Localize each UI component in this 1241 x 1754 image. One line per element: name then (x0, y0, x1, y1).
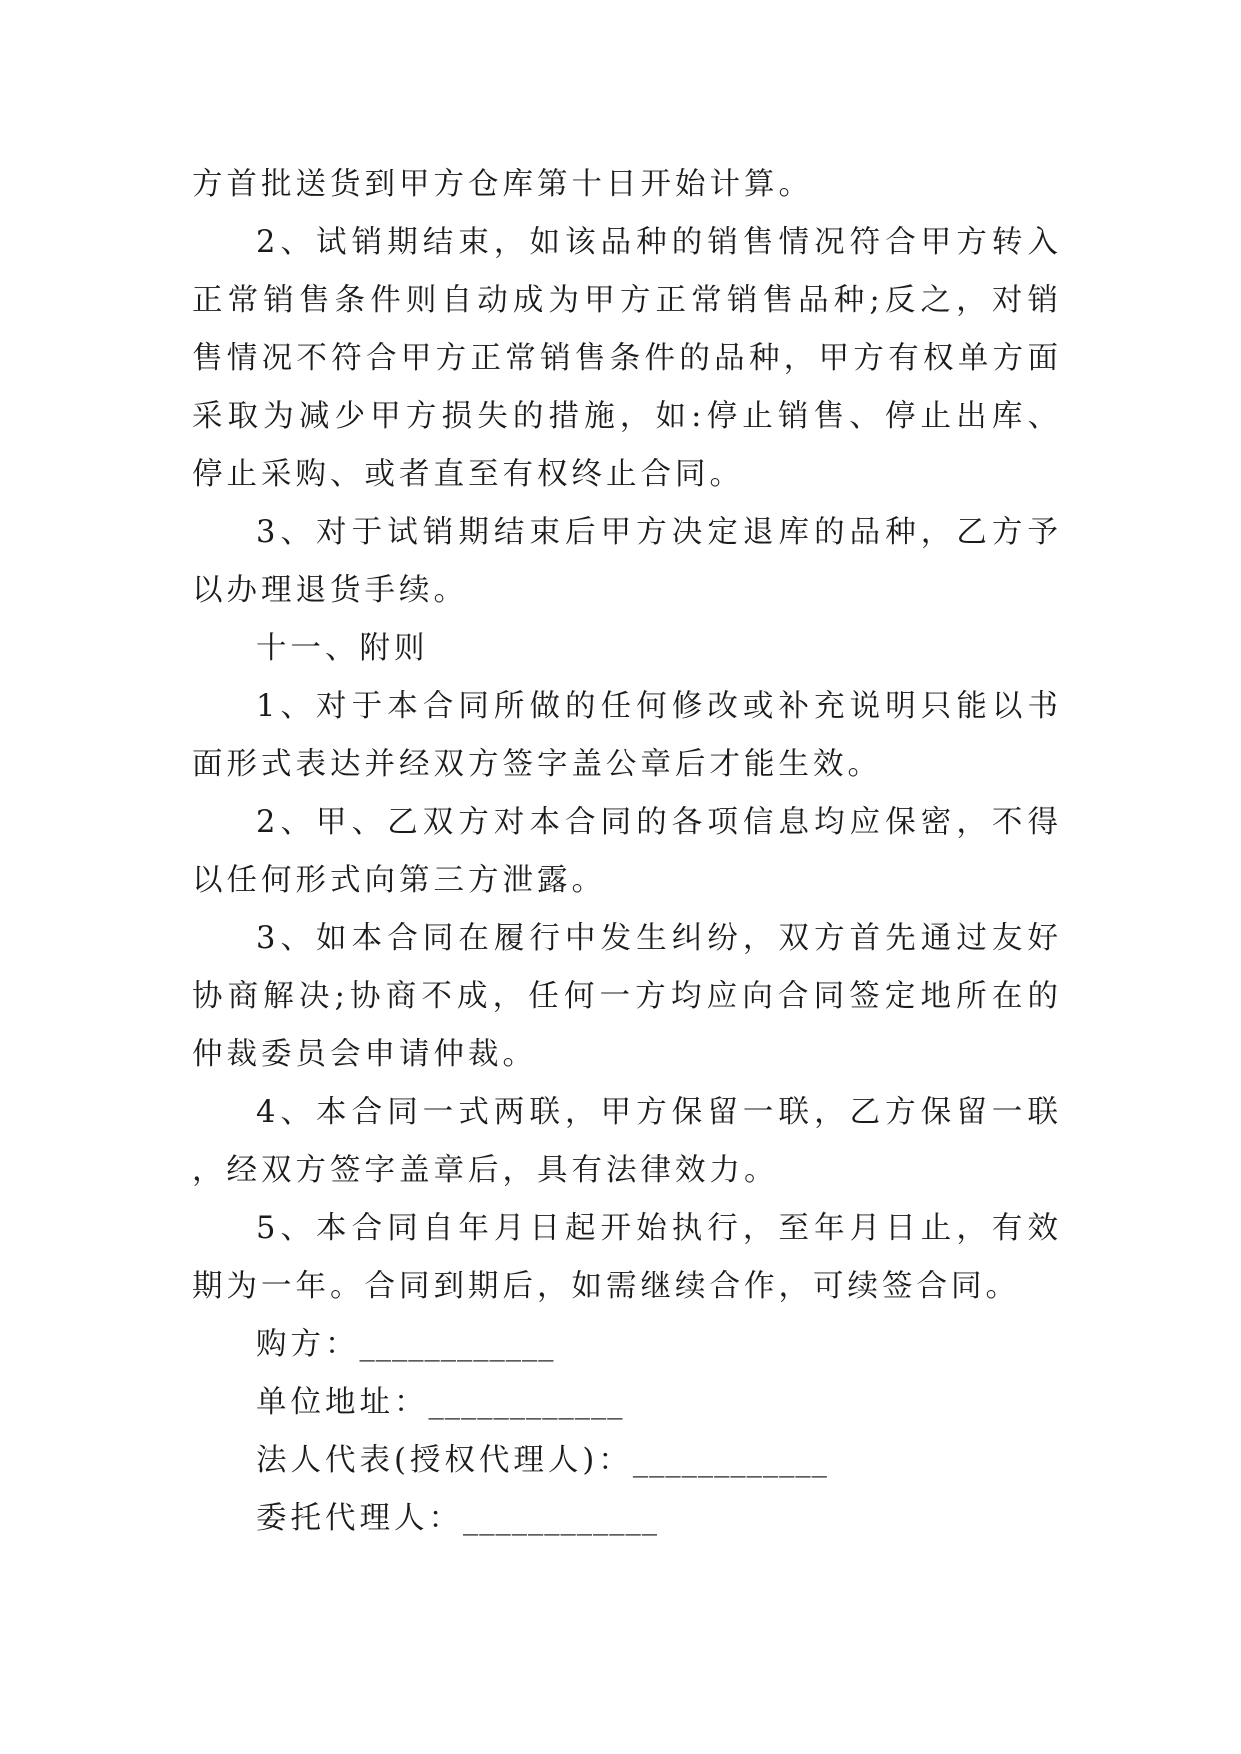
legal-rep-label: 法人代表(授权代理人)： (256, 1443, 633, 1478)
paragraph-continuation: 方首批送货到甲方仓库第十日开始计算。 (192, 167, 813, 202)
paragraph-amendments: 1、对于本合同所做的任何修改或补充说明只能以书面形式表达并经双方签字盖公章后才能生效。 (192, 689, 1062, 782)
paragraph-term: 5、本合同自年月日起开始执行，至年月日止，有效期为一年。合同到期后，如需继续合作，可续签合同。 (192, 1211, 1062, 1304)
agent-label: 委托代理人： (256, 1501, 463, 1536)
paragraph-return-goods: 3、对于试销期结束后甲方决定退库的品种，乙方予以办理退货手续。 (192, 515, 1062, 608)
address-signature-line (192, 1374, 1062, 1432)
agent-blank: ____________ (463, 1501, 658, 1536)
paragraph-copies: 4、本合同一式两联，甲方保留一联，乙方保留一联，经双方签字盖章后，具有法律效力。 (192, 1095, 1062, 1188)
buyer-blank: ____________ (359, 1327, 555, 1362)
paragraph-trial-end: 2、试销期结束，如该品种的销售情况符合甲方转入正常销售条件则自动成为甲方正常销售品种;反之，对销售情况不符合甲方正常销售条件的品种，甲方有权单方面采取为减少甲方损失的措施，如:停止销售、停止出库、停止采购、或者直至有权终止合同。 (192, 225, 1062, 492)
contract-body (192, 156, 1062, 1548)
paragraph-disputes: 3、如本合同在履行中发生纠纷，双方首先通过友好协商解决;协商不成，任何一方均应向合同签定地所在的仲裁委员会申请仲裁。 (192, 921, 1062, 1072)
legal-rep-blank: ____________ (632, 1443, 828, 1478)
address-label: 单位地址： (256, 1385, 429, 1420)
agent-signature-line (192, 1490, 1062, 1548)
paragraph-confidentiality: 2、甲、乙双方对本合同的各项信息均应保密，不得以任何形式向第三方泄露。 (192, 805, 1062, 898)
legal-rep-signature-line (192, 1432, 1062, 1490)
section-heading-appendix: 十一、附则 (256, 631, 429, 666)
buyer-label: 购方： (256, 1327, 360, 1362)
address-blank: ____________ (428, 1385, 624, 1420)
buyer-signature-line (192, 1316, 1062, 1374)
